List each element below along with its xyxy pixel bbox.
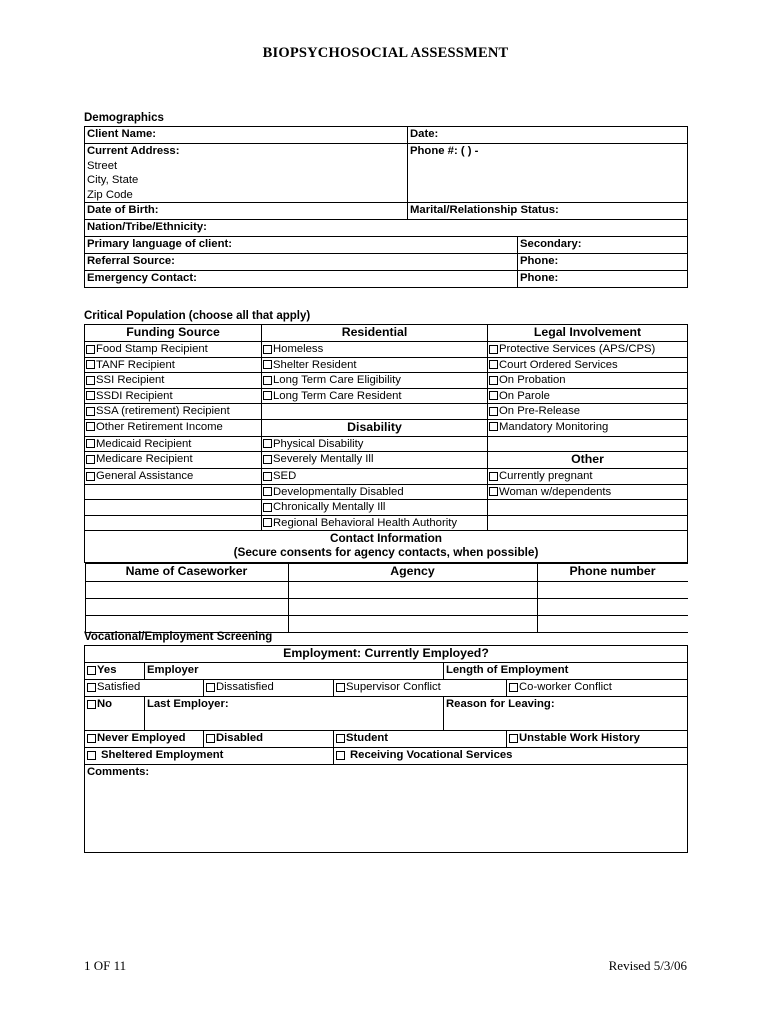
contact-cell-0-1[interactable] [288,582,537,599]
never-employed-label: Never Employed [97,732,186,744]
ssdi-recipient-cell[interactable] [85,388,262,404]
physical-disability-label: Physical Disability [273,437,364,450]
employment-header: Employment: Currently Employed? [85,646,688,663]
emergency-contact-label[interactable]: Emergency Contact: [85,271,518,288]
on-pre-release-label: On Pre-Release [499,405,580,417]
medicaid-recipient-cell[interactable] [85,436,262,452]
long-term-care-eligibility-label: Long Term Care Eligibility [273,374,401,386]
checkbox-long-term-care-eligibility[interactable] [263,376,272,385]
checkbox-developmentally-disabled[interactable] [263,487,272,496]
emergency-phone-label[interactable]: Phone: [518,271,688,288]
current-address-label: Current Address: [87,145,180,157]
satisfied-label: Satisfied [97,681,141,693]
disabled-label: Disabled [216,732,264,744]
medicare-recipient-label: Medicare Recipient [96,453,193,465]
checkbox-protective-services-aps-cps[interactable] [489,345,498,354]
demographics-section [84,111,687,288]
on-pre-release-cell[interactable] [488,404,688,420]
regional-behavioral-health-authority-cell[interactable] [262,515,488,531]
checkbox-food-stamp-recipient[interactable] [86,345,95,354]
protective-services-aps-cps-cell[interactable] [488,342,688,358]
satisfaction-supervisor-conflict-cell[interactable] [334,680,507,697]
long-term-care-eligibility-cell[interactable] [262,373,488,389]
checkbox-court-ordered-services[interactable] [489,360,498,369]
address-street-label: Street [87,159,118,172]
employer-label[interactable]: Employer [145,663,444,680]
checkbox-ssdi-recipient[interactable] [86,391,95,400]
table-row [85,254,688,271]
contact-column-header-phone-number: Phone number [537,564,688,582]
satisfaction-coworker-conflict-cell[interactable] [507,680,688,697]
ssa-retirement-recipient-cell[interactable] [85,404,262,420]
checkbox-shelter-resident[interactable] [263,360,272,369]
employment-no-label: No [97,698,113,710]
never-employed-cell[interactable] [85,731,204,748]
medicaid-recipient-label: Medicaid Recipient [96,437,192,450]
severely-mentally-ill-cell[interactable] [262,452,488,469]
sed-cell[interactable] [262,469,488,485]
contact-row [85,582,688,599]
footer-revised-date: Revised 5/3/06 [608,958,687,973]
disabled-cell[interactable] [204,731,334,748]
legal-involvement-header: Legal Involvement [488,325,688,342]
mandatory-monitoring-cell[interactable] [488,419,688,436]
food-stamp-recipient-cell[interactable] [85,342,262,358]
tanf-recipient-label: TANF Recipient [96,358,175,371]
contact-cell-0-2[interactable] [537,582,688,599]
table-row [85,342,688,358]
shelter-resident-cell[interactable] [262,357,488,373]
on-probation-label: On Probation [499,374,566,386]
client-name-label[interactable]: Client Name: [85,127,408,144]
checkbox-woman-w-dependents[interactable] [489,487,498,496]
critical-population-caption: Critical Population (choose all that apply) [84,310,311,322]
date-label[interactable]: Date: [408,127,688,144]
checkbox-on-parole[interactable] [489,391,498,400]
contact-table-row [85,563,688,634]
mandatory-monitoring-label: Mandatory Monitoring [499,420,609,433]
disability-header: Disability [262,419,488,436]
comments-label[interactable]: Comments: [85,765,688,853]
table-row [85,680,688,697]
checkbox-unstable-work-history[interactable] [509,734,518,743]
sheltered-employment-cell[interactable] [85,748,334,765]
on-probation-cell[interactable] [488,373,688,389]
table-row [85,452,688,469]
contact-information-title [85,531,688,563]
address-zip-label: Zip Code [87,188,133,201]
contact-cell-0-0[interactable] [85,582,288,599]
employment-no-cell[interactable] [85,697,145,731]
table-row [85,237,688,254]
contact-information-table [85,563,688,633]
checkbox-ssa-retirement-recipient[interactable] [86,407,95,416]
checkbox-medicare-recipient[interactable] [86,455,95,464]
table-row [85,220,688,237]
legal-blank [488,436,688,452]
referral-phone-label[interactable]: Phone: [518,254,688,271]
checkbox-currently-pregnant[interactable] [489,472,498,481]
checkbox-no[interactable] [87,700,96,709]
sheltered-employment-label: Sheltered Employment [101,749,224,761]
contact-column-header-agency: Agency [288,564,537,582]
table-row [85,564,688,582]
residential-blank [262,404,488,420]
unstable-work-history-cell[interactable] [507,731,688,748]
table-row [85,663,688,680]
ssi-recipient-label: SSI Recipient [96,374,165,386]
long-term-care-resident-cell[interactable] [262,388,488,404]
currently-pregnant-label: Currently pregnant [499,470,593,482]
checkbox-other-retirement-income[interactable] [86,422,95,431]
checkbox-student[interactable] [336,734,345,743]
other-header: Other [488,452,688,469]
residential-header: Residential [262,325,488,342]
contact-column-header-name-of-caseworker: Name of Caseworker [85,564,288,582]
other-retirement-income-label: Other Retirement Income [96,420,223,433]
checkbox-physical-disability[interactable] [263,439,272,448]
checkbox-on-pre-release[interactable] [489,407,498,416]
satisfaction-satisfied-cell[interactable] [85,680,204,697]
table-row [85,765,688,853]
checkbox-long-term-care-resident[interactable] [263,391,272,400]
marital-status-label[interactable]: Marital/Relationship Status: [408,203,688,220]
table-row [85,419,688,436]
homeless-label: Homeless [273,343,324,355]
checkbox-disabled[interactable] [206,734,215,743]
employment-table [84,645,688,853]
nation-tribe-ethnicity-label[interactable]: Nation/Tribe/Ethnicity: [85,220,688,237]
length-of-employment-label[interactable]: Length of Employment [444,663,688,680]
table-row [85,404,688,420]
ssa-retirement-recipient-label: SSA (retirement) Recipient [96,405,230,417]
developmentally-disabled-label: Developmentally Disabled [273,485,404,498]
shelter-resident-label: Shelter Resident [273,358,357,371]
vocational-section [84,630,687,853]
contact-information-title-line2: (Secure consents for agency contacts, when possible) [233,545,539,559]
on-parole-cell[interactable] [488,388,688,404]
physical-disability-cell[interactable] [262,436,488,452]
student-cell[interactable] [334,731,507,748]
checkbox-satisfied[interactable] [87,683,96,692]
food-stamp-recipient-label: Food Stamp Recipient [96,343,208,355]
tanf-recipient-cell[interactable] [85,357,262,373]
receiving-vocational-services-cell[interactable] [334,748,688,765]
chronically-mentally-ill-cell[interactable] [262,500,488,516]
primary-language-label[interactable]: Primary language of client: [85,237,518,254]
coworker-conflict-label: Co-worker Conflict [519,681,612,693]
contact-information-title-line1: Contact Information [329,531,443,545]
checkbox-medicaid-recipient[interactable] [86,439,95,448]
funding-source-header: Funding Source [85,325,262,342]
reason-for-leaving-label[interactable]: Reason for Leaving: [444,697,688,731]
table-row [85,388,688,404]
table-row [85,469,688,485]
legal-blank [488,515,688,531]
table-row [85,515,688,531]
checkbox-tanf-recipient[interactable] [86,360,95,369]
checkbox-severely-mentally-ill[interactable] [263,455,272,464]
last-employer-label[interactable]: Last Employer: [145,697,444,731]
critical-population-section [84,309,687,633]
checkbox-homeless[interactable] [263,345,272,354]
critical-population-table [84,324,688,633]
medicare-recipient-cell[interactable] [85,452,262,469]
document-page [84,0,687,1024]
general-assistance-cell[interactable] [85,469,262,485]
general-assistance-label: General Assistance [96,470,194,482]
contact-cell-1-0[interactable] [85,599,288,616]
checkbox-sheltered-employment[interactable] [87,751,96,760]
referral-source-label[interactable]: Referral Source: [85,254,518,271]
checkbox-coworker-conflict[interactable] [509,683,518,692]
ssdi-recipient-label: SSDI Recipient [96,389,173,402]
employment-yes-cell[interactable] [85,663,145,680]
contact-cell-1-2[interactable] [537,599,688,616]
vocational-caption: Vocational/Employment Screening [84,631,273,643]
funding-blank [85,515,262,531]
other-retirement-income-cell[interactable] [85,419,262,436]
page-title: BIOPSYCHOSOCIAL ASSESSMENT [262,45,509,61]
checkbox-on-probation[interactable] [489,376,498,385]
dob-label[interactable]: Date of Birth: [85,203,408,220]
supervisor-conflict-label: Supervisor Conflict [346,681,441,693]
protective-services-aps-cps-label: Protective Services (APS/CPS) [499,343,656,355]
table-row [85,271,688,288]
developmentally-disabled-cell[interactable] [262,484,488,500]
contact-table-holder [85,563,688,634]
footer-page-number: 1 OF 11 [84,958,127,973]
table-row [85,484,688,500]
address-city-state-label: City, State [87,174,139,186]
table-row [85,697,688,731]
contact-row [85,599,688,616]
demographics-table [84,126,688,288]
demographics-caption: Demographics [84,112,164,124]
sed-label: SED [273,470,297,482]
checkbox-regional-behavioral-health-authority[interactable] [263,518,272,527]
woman-w-dependents-label: Woman w/dependents [499,485,612,498]
employment-yes-label: Yes [97,664,117,676]
table-row [85,500,688,516]
table-row [85,144,688,203]
table-row [85,646,688,663]
severely-mentally-ill-label: Severely Mentally Ill [273,453,374,465]
funding-blank [85,500,262,516]
receiving-vocational-services-label: Receiving Vocational Services [350,749,513,761]
checkbox-never-employed[interactable] [87,734,96,743]
regional-behavioral-health-authority-label: Regional Behavioral Health Authority [273,516,457,529]
table-row [85,325,688,342]
checkbox-dissatisfied[interactable] [206,683,215,692]
checkbox-receiving-vocational-services[interactable] [336,751,345,760]
long-term-care-resident-label: Long Term Care Resident [273,389,402,402]
chronically-mentally-ill-label: Chronically Mentally Ill [273,501,386,513]
table-row [85,127,688,144]
table-row [85,357,688,373]
table-row [85,748,688,765]
current-address-cell[interactable] [85,144,408,203]
checkbox-sed[interactable] [263,472,272,481]
ssi-recipient-cell[interactable] [85,373,262,389]
legal-blank [488,500,688,516]
satisfaction-dissatisfied-cell[interactable] [204,680,334,697]
checkbox-ssi-recipient[interactable] [86,376,95,385]
unstable-work-history-label: Unstable Work History [519,732,640,744]
homeless-cell[interactable] [262,342,488,358]
checkbox-chronically-mentally-ill[interactable] [263,503,272,512]
table-row [85,436,688,452]
student-label: Student [346,732,389,744]
contact-cell-1-1[interactable] [288,599,537,616]
phone-label[interactable]: Phone #: ( ) - [408,144,688,203]
checkbox-general-assistance[interactable] [86,472,95,481]
checkbox-yes[interactable] [87,666,96,675]
checkbox-supervisor-conflict[interactable] [336,683,345,692]
funding-blank [85,484,262,500]
dissatisfied-label: Dissatisfied [216,681,274,693]
secondary-language-label[interactable]: Secondary: [518,237,688,254]
court-ordered-services-cell[interactable] [488,357,688,373]
court-ordered-services-label: Court Ordered Services [499,358,618,371]
table-row [85,373,688,389]
currently-pregnant-cell[interactable] [488,469,688,485]
table-row [85,731,688,748]
table-row [85,203,688,220]
woman-w-dependents-cell[interactable] [488,484,688,500]
checkbox-mandatory-monitoring[interactable] [489,422,498,431]
on-parole-label: On Parole [499,389,550,402]
table-row [85,531,688,563]
